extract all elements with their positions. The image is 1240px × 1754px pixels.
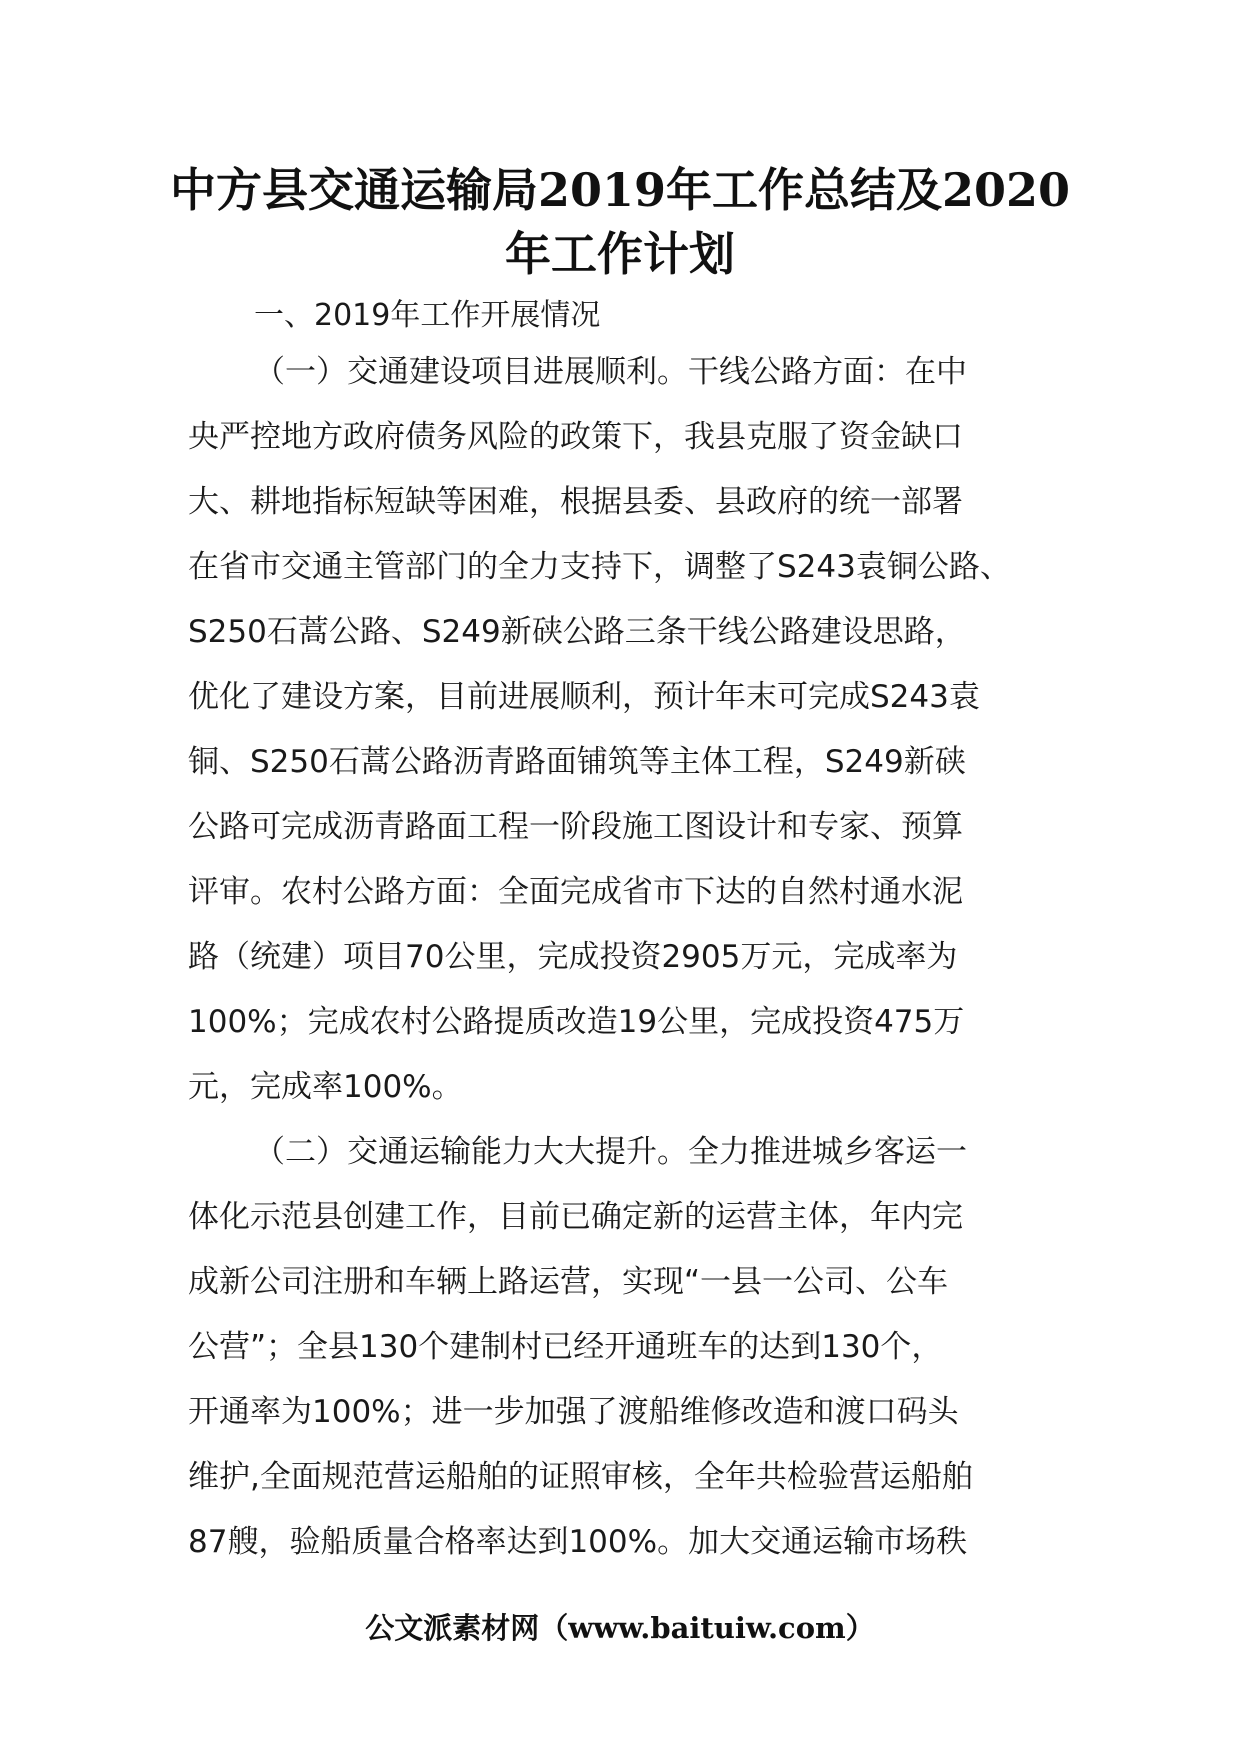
body-line-6: 优化了建设方案，目前进展顺利，预计年末可完成S243袁 bbox=[188, 679, 980, 715]
body-line-16: 公营”；全县130个建制村已经开通班车的达到130个， bbox=[188, 1329, 943, 1365]
body-line-1: （一）交通建设项目进展顺利。干线公路方面：在中 bbox=[254, 354, 967, 390]
body-line-12: 元，完成率100%。 bbox=[188, 1069, 463, 1105]
body-line-15: 成新公司注册和车辆上路运营，实现“一县一公司、公车 bbox=[188, 1264, 949, 1300]
body-line-19: 87艘，验船质量合格率达到100%。加大交通运输市场秩 bbox=[188, 1524, 968, 1560]
title-line-2: 年工作计划 bbox=[505, 227, 735, 281]
body-line-13: （二）交通运输能力大大提升。全力推进城乡客运一 bbox=[254, 1134, 967, 1170]
body-line-9: 评审。农村公路方面：全面完成省市下达的自然村通水泥 bbox=[188, 874, 963, 910]
body-line-11: 100%；完成农村公路提质改造19公里，完成投资475万 bbox=[188, 1004, 965, 1040]
body-line-7: 铜、S250石蒿公路沥青路面铺筑等主体工程，S249新硖 bbox=[188, 744, 966, 780]
document-body bbox=[188, 292, 1068, 1575]
document-title bbox=[150, 158, 1090, 286]
title-line-1: 中方县交通运输局2019年工作总结及2020 bbox=[169, 163, 1071, 217]
body-line-18: 维护,全面规范营运船舶的证照审核，全年共检验营运船舶 bbox=[188, 1459, 973, 1495]
body-line-17: 开通率为100%；进一步加强了渡船维修改造和渡口码头 bbox=[188, 1394, 959, 1430]
body-line-2: 央严控地方政府债务风险的政策下，我县克服了资金缺口 bbox=[188, 419, 963, 455]
body-line-14: 体化示范县创建工作，目前已确定新的运营主体，年内完 bbox=[188, 1199, 963, 1235]
body-line-5: S250石蒿公路、S249新硖公路三条干线公路建设思路， bbox=[188, 614, 966, 650]
body-line-3: 大、耕地指标短缺等困难，根据县委、县政府的统一部署 bbox=[188, 484, 963, 520]
body-line-10: 路（统建）项目70公里，完成投资2905万元，完成率为 bbox=[188, 939, 958, 975]
body-line-4: 在省市交通主管部门的全力支持下，调整了S243袁铜公路、 bbox=[188, 549, 1011, 585]
section-heading: 一、2019年工作开展情况 bbox=[254, 298, 601, 333]
body-line-8: 公路可完成沥青路面工程一阶段施工图设计和专家、预算 bbox=[188, 809, 963, 845]
page-footer-watermark: 公文派素材网（www.baituiw.com） bbox=[365, 1611, 875, 1645]
